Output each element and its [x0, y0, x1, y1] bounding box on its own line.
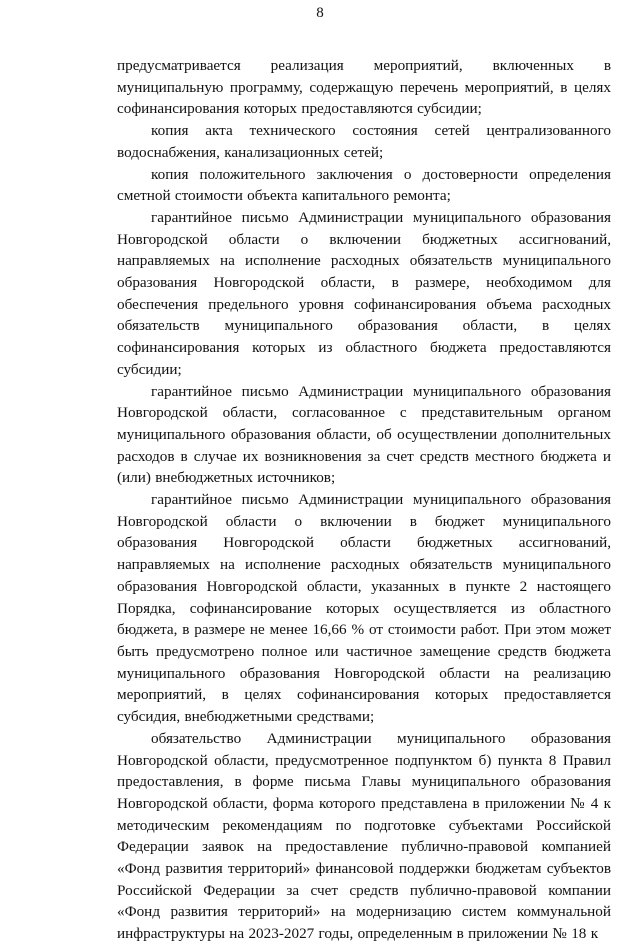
paragraph-guarantee-letter-cofinancing: гарантийное письмо Администрации муниципального образования Новгородской области о включении в бюджет муниципального образования Новгородской области бюджетных ассигнований, направляемых на исполнение расходных обязательств муниципального образования Новгородской области, указанных в пункте 2 настоящего Порядка, софинансирование которых осуществляется из областного бюджета, в размере не менее 16,66 % от стоимости работ. При этом может быть предусмотрено полное или частичное замещение средств бюджета муниципального образования Новгородской области на реализацию мероприятий, в целях софинансирования которых предоставляется субсидия, внебюджетными средствами;	[117, 491, 611, 726]
paragraph-guarantee-letter-additional: гарантийное письмо Администрации муниципального образования Новгородской области, согласованное с представительным органом муниципального образования области, об осуществлении дополнительных расходов в случае их возникновения за счет средств местного бюджета и (или) внебюджетных источников;	[117, 382, 611, 487]
paragraph-water-supply-act: копия акта технического состояния сетей централизованного водоснабжения, канализационных сетей;	[117, 122, 611, 161]
paragraph-obligation: обязательство Администрации муниципального образования Новгородской области, предусмотренное подпунктом б) пункта 8 Правил предоставления, в форме письма Главы муниципального образования Новгородской области, форма которого представлена в приложении № 4 к методическим рекомендациям по подготовке субъектами Российской Федерации заявок на предоставление публично-правовой компанией «Фонд развития территорий» финансовой поддержки бюджетам субъектов Российской Федерации за счет средств публично-правовой компании «Фонд развития территорий» на модернизацию систем коммунальной инфраструктуры на 2023-2027 годы, определенным в приложении № 18 к	[117, 729, 611, 943]
paragraph-continuation: предусматривается реализация мероприятий, включенных в муниципальную программу, содержащую перечень мероприятий, в целях софинансирования которых предоставляются субсидии;	[117, 57, 611, 118]
paragraph-estimate-conclusion: копия положительного заключения о достоверности определения сметной стоимости объекта капитального ремонта;	[117, 165, 611, 205]
paragraph-guarantee-letter-budget: гарантийное письмо Администрации муниципального образования Новгородской области о включении бюджетных ассигнований, направляемых на исполнение расходных обязательств муниципального образования Новгородской области, в размере, необходимом для обеспечения предельного уровня софинансирования объема расходных обязательств муниципального образования области, в целях софинансирования которых из областного бюджета предоставляются субсидии;	[117, 208, 611, 378]
document-body	[117, 55, 611, 945]
page-number: 8	[316, 5, 324, 21]
